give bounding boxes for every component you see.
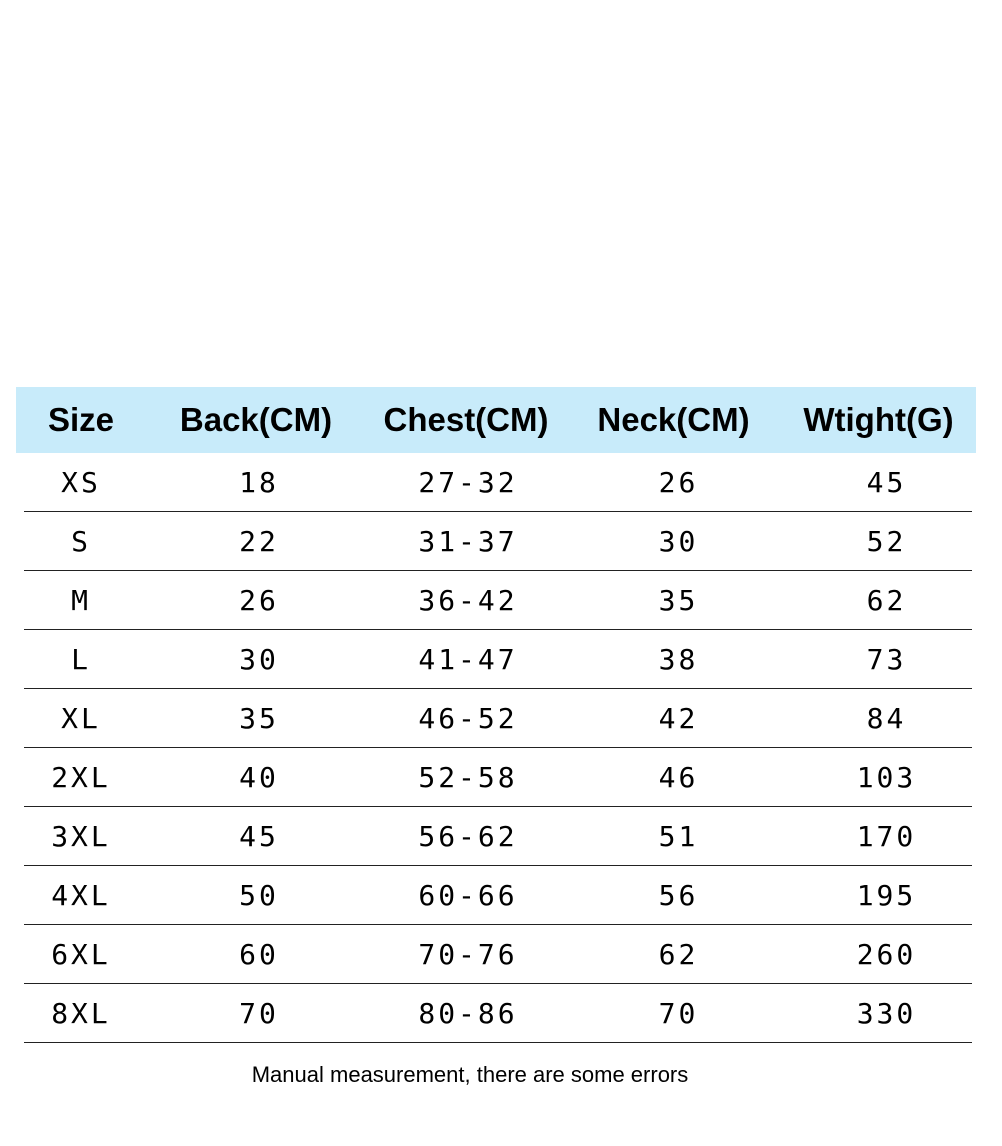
cell-weight: 260: [856, 937, 917, 971]
cell-chest: 27-32: [418, 465, 518, 499]
cell-neck: 62: [658, 937, 699, 971]
cell-size: 2XL: [51, 760, 111, 794]
cell-size: S: [71, 524, 91, 558]
cell-neck: 35: [658, 583, 699, 617]
table-row: [24, 925, 972, 984]
cell-chest: 46-52: [418, 701, 518, 735]
header-weight: Wtight(G): [803, 401, 954, 438]
table-row: [24, 984, 972, 1043]
cell-chest: 52-58: [418, 760, 518, 794]
table-row: [24, 630, 972, 689]
size-chart-table: [16, 387, 976, 1043]
header-back: Back(CM): [179, 401, 333, 438]
cell-chest: 41-47: [418, 642, 518, 676]
table-row: [24, 689, 972, 748]
cell-chest: 56-62: [418, 819, 518, 853]
cell-back: 70: [239, 996, 279, 1030]
cell-size: L: [71, 642, 91, 676]
cell-neck: 26: [658, 465, 699, 499]
cell-weight: 330: [856, 996, 917, 1030]
cell-back: 60: [239, 937, 279, 971]
cell-size: 8XL: [51, 996, 111, 1030]
cell-neck: 38: [658, 642, 699, 676]
cell-chest: 70-76: [418, 937, 518, 971]
cell-chest: 60-66: [418, 878, 518, 912]
cell-weight: 195: [856, 878, 917, 912]
cell-neck: 51: [658, 819, 699, 853]
table-body: [16, 453, 976, 1043]
cell-neck: 30: [658, 524, 699, 558]
cell-weight: 103: [856, 760, 917, 794]
table-row: [24, 866, 972, 925]
table-row: [24, 571, 972, 630]
cell-weight: 45: [866, 465, 907, 499]
header-size: Size: [47, 401, 115, 438]
cell-back: 45: [239, 819, 279, 853]
cell-chest: 36-42: [418, 583, 518, 617]
cell-weight: 73: [866, 642, 907, 676]
table-row: [24, 748, 972, 807]
cell-neck: 42: [658, 701, 699, 735]
table-header-row: [16, 387, 976, 453]
cell-size: 6XL: [51, 937, 111, 971]
cell-back: 18: [239, 465, 279, 499]
cell-neck: 46: [658, 760, 699, 794]
cell-size: 3XL: [51, 819, 111, 853]
table-row: [24, 807, 972, 866]
cell-weight: 84: [866, 701, 907, 735]
cell-neck: 56: [658, 878, 699, 912]
header-neck: Neck(CM): [597, 401, 750, 438]
cell-back: 30: [239, 642, 279, 676]
cell-chest: 80-86: [418, 996, 518, 1030]
measurement-note: Manual measurement, there are some errors: [251, 1062, 689, 1087]
cell-weight: 52: [866, 524, 907, 558]
cell-back: 40: [239, 760, 279, 794]
cell-back: 35: [239, 701, 279, 735]
cell-size: XS: [61, 465, 101, 499]
cell-size: M: [71, 583, 91, 617]
table-row: [24, 512, 972, 571]
header-chest: Chest(CM): [383, 401, 549, 438]
cell-back: 50: [239, 878, 279, 912]
table-row: [24, 453, 972, 512]
cell-neck: 70: [658, 996, 699, 1030]
cell-chest: 31-37: [418, 524, 518, 558]
cell-back: 22: [239, 524, 279, 558]
cell-weight: 62: [866, 583, 907, 617]
cell-size: XL: [61, 701, 101, 735]
cell-size: 4XL: [51, 878, 111, 912]
cell-weight: 170: [856, 819, 917, 853]
cell-back: 26: [239, 583, 279, 617]
